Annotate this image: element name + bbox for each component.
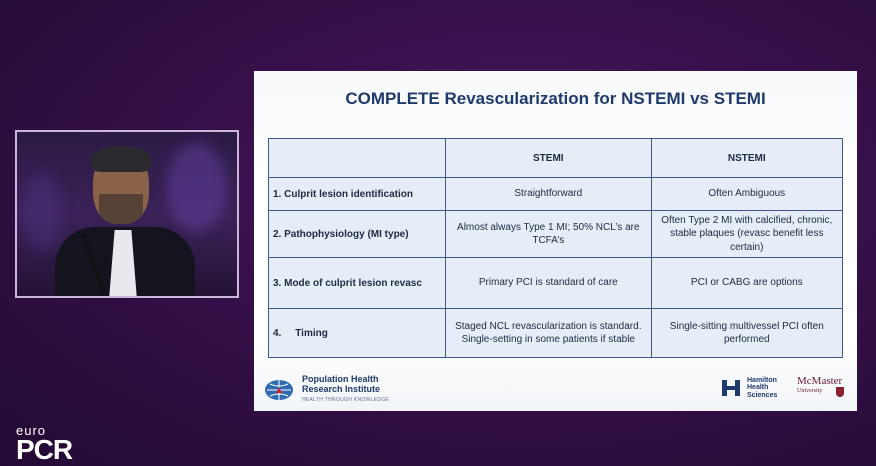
stemi-cell: Straightforward <box>446 178 652 211</box>
phri-globe-icon <box>264 379 294 401</box>
table-row <box>269 211 843 258</box>
nstemi-cell: Often Type 2 MI with calcified, chronic, stable plaques (revasc benefit less certain) <box>651 211 842 258</box>
table-header-stemi: STEMI <box>446 139 652 178</box>
europcr-pcr: PCR <box>16 434 73 465</box>
presentation-slide <box>254 71 857 411</box>
stage-light <box>167 142 227 232</box>
hhs-line1: Hamilton <box>747 377 777 384</box>
table-row <box>269 258 843 309</box>
nstemi-cell: PCI or CABG are options <box>651 258 842 309</box>
table-row <box>269 309 843 358</box>
stage-light <box>22 172 62 252</box>
hhs-line2: Health <box>747 384 769 392</box>
speaker-video <box>15 130 239 298</box>
phri-line1: Population Health <box>302 374 379 384</box>
row-label: 4. Timing <box>269 309 446 358</box>
europcr-euro: euro <box>16 423 47 438</box>
row-label: 3. Mode of culprit lesion revasc <box>269 258 446 309</box>
mcmaster-crest-icon <box>836 387 844 397</box>
phri-name <box>302 375 380 395</box>
speaker-beard <box>99 194 143 224</box>
slide-footer <box>254 369 857 411</box>
nstemi-cell: Single-sitting multivessel PCI often performed <box>651 309 842 358</box>
speaker-hair <box>91 146 151 172</box>
europcr-logo <box>16 424 72 464</box>
stemi-cell: Almost always Type 1 MI; 50% NCL’s are TCFA’s <box>446 211 652 258</box>
phri-line2: Research Institute <box>302 383 381 394</box>
row-label: 2. Pathophysiology (MI type) <box>269 211 446 258</box>
table-header-empty <box>269 139 446 178</box>
table-header-row <box>269 139 843 178</box>
stemi-cell: Primary PCI is standard of care <box>446 258 652 309</box>
row-label: 1. Culprit lesion identification <box>269 178 446 211</box>
mcmaster-name: McMaster <box>797 375 843 387</box>
phri-tagline: HEALTH THROUGH KNOWLEDGE <box>302 397 390 403</box>
nstemi-cell: Often Ambiguous <box>651 178 842 211</box>
table-header-nstemi: NSTEMI <box>651 139 842 178</box>
hhs-line3: Sciences <box>747 391 778 399</box>
comparison-table <box>268 138 843 358</box>
hhs-logo-icon <box>720 378 742 398</box>
slide-title: COMPLETE Revascularization for NSTEMI vs STEMI <box>345 89 766 108</box>
stemi-cell: Staged NCL revascularization is standard. Single-setting in some patients if stable <box>446 309 652 358</box>
table-row <box>269 178 843 211</box>
hhs-name <box>747 377 777 399</box>
mcmaster-sub: University <box>797 388 823 394</box>
